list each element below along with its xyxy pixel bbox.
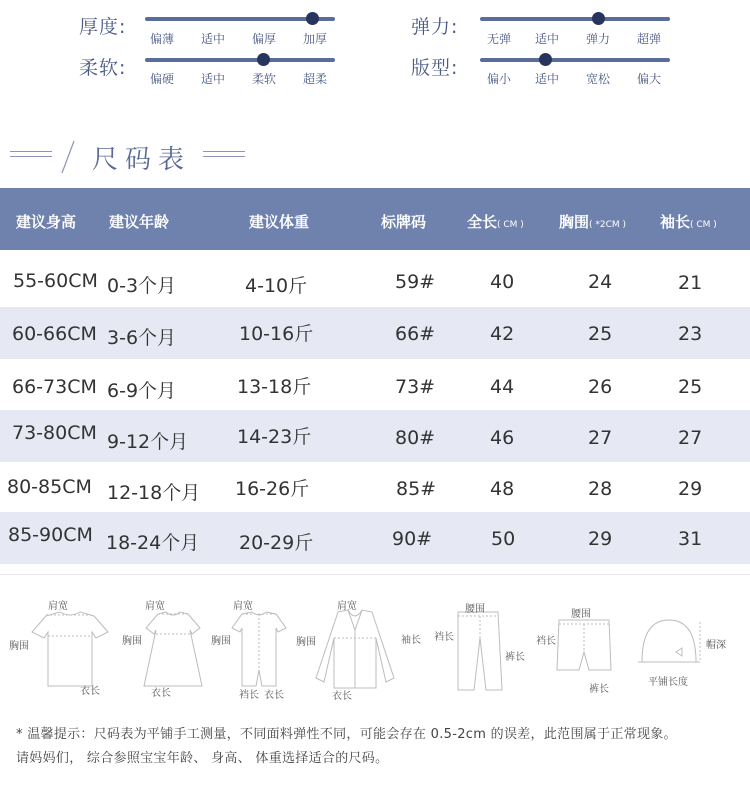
table-cell: 0-3个月 <box>107 275 177 297</box>
elasticity-track <box>480 17 670 21</box>
table-cell: 85-90CM <box>8 524 93 546</box>
thickness-option: 偏薄 <box>149 32 174 46</box>
dress-shoulder-label: 肩宽 <box>145 601 165 612</box>
table-cell: 10-16斤 <box>239 323 314 345</box>
table-cell: 18-24个月 <box>106 532 200 554</box>
jacket-shoulder-label: 肩宽 <box>337 601 357 612</box>
table-cell: 50 <box>491 528 516 550</box>
table-cell: 27 <box>678 427 703 449</box>
jacket-diagram-icon <box>310 608 400 690</box>
romper-length-label: 衣长 <box>264 690 284 701</box>
table-cell: 59# <box>395 271 436 293</box>
hat-diagram-icon <box>636 616 702 668</box>
table-cell: 31 <box>678 528 703 550</box>
table-cell: 40 <box>490 271 515 293</box>
table-cell: 66# <box>395 323 436 345</box>
hat-width-label: 平铺长度 <box>648 677 688 688</box>
romper-chest-label: 胸围 <box>211 636 231 647</box>
heading-left-rule <box>10 151 52 152</box>
softness-option: 偏硬 <box>149 72 174 86</box>
thickness-option: 适中 <box>200 32 225 46</box>
fit-option: 偏小 <box>486 72 511 86</box>
tshirt-chest-label: 胸围 <box>9 641 29 652</box>
table-cell: 6-9个月 <box>107 380 177 402</box>
heading-right-rule <box>203 151 245 152</box>
table-cell: 25 <box>588 323 613 345</box>
jacket-sleeve-label: 袖长 <box>401 635 421 646</box>
dress-chest-label: 胸围 <box>122 636 142 647</box>
fit-track <box>480 58 670 62</box>
table-cell: 21 <box>678 272 703 294</box>
column-header: 胸围( *2CM ) <box>559 213 627 231</box>
column-header: 建议身高 <box>16 213 77 231</box>
table-cell: 46 <box>490 427 515 449</box>
table-cell: 85# <box>396 478 437 500</box>
table-row <box>0 512 750 564</box>
elasticity-option: 无弹 <box>486 32 511 46</box>
fit-knob <box>539 53 552 66</box>
table-cell: 48 <box>490 478 515 500</box>
elasticity-knob <box>592 12 605 25</box>
measurement-diagrams <box>0 590 750 710</box>
notice-text-line2: 请妈妈们， 综合参照宝宝年龄、 身高、 体重选择适合的尺码。 <box>16 751 389 766</box>
table-cell: 28 <box>588 478 613 500</box>
table-cell: 66-73CM <box>12 376 97 398</box>
table-row <box>0 462 750 514</box>
table-cell: 24 <box>588 271 613 293</box>
table-header <box>0 188 750 250</box>
elasticity-option: 超弹 <box>636 32 661 46</box>
softness-knob <box>257 53 270 66</box>
page-title: 尺码表 <box>92 145 192 175</box>
table-cell: 3-6个月 <box>107 327 177 349</box>
table-cell: 29 <box>588 528 613 550</box>
jacket-chest-label: 胸围 <box>296 637 316 648</box>
table-cell: 16-26斤 <box>235 478 310 500</box>
table-cell: 60-66CM <box>12 323 97 345</box>
pants-rise-label: 裆长 <box>434 632 454 643</box>
elasticity-option: 适中 <box>534 32 559 46</box>
attr-label-softness: 柔软: <box>79 57 127 79</box>
elasticity-option: 弹力 <box>585 32 610 46</box>
attr-label-elasticity: 弹力: <box>411 16 459 38</box>
table-cell: 23 <box>678 323 703 345</box>
table-cell: 12-18个月 <box>107 482 201 504</box>
table-cell: 26 <box>588 376 613 398</box>
column-header: 袖长( CM ) <box>660 213 717 231</box>
section-divider <box>0 574 750 575</box>
dress-diagram-icon <box>140 610 206 690</box>
thickness-option: 偏厚 <box>251 32 276 46</box>
table-cell: 90# <box>392 528 433 550</box>
table-cell: 73# <box>395 376 436 398</box>
romper-diagram-icon <box>228 610 290 688</box>
thickness-knob <box>306 12 319 25</box>
table-row <box>0 359 750 411</box>
heading-left-rule <box>10 156 52 157</box>
table-cell: 80# <box>395 427 436 449</box>
tshirt-diagram-icon <box>28 610 112 688</box>
table-cell: 4-10斤 <box>245 275 308 297</box>
column-header: 全长( CM ) <box>467 213 524 231</box>
fit-option: 适中 <box>534 72 559 86</box>
column-header: 标牌码 <box>381 213 427 231</box>
romper-shoulder-label: 肩宽 <box>233 601 253 612</box>
table-row <box>0 256 750 308</box>
romper-rise-label: 裆长 <box>239 690 259 701</box>
table-cell: 9-12个月 <box>107 431 189 453</box>
attr-label-fit: 版型: <box>411 57 459 79</box>
table-cell: 73-80CM <box>12 422 97 444</box>
table-cell: 27 <box>588 427 613 449</box>
softness-option: 适中 <box>200 72 225 86</box>
shorts-rise-label: 裆长 <box>536 636 556 647</box>
shorts-diagram-icon <box>555 616 613 680</box>
table-cell: 44 <box>490 376 515 398</box>
column-header: 建议年龄 <box>109 213 170 231</box>
softness-track <box>145 58 335 62</box>
dress-length-label: 衣长 <box>151 688 171 699</box>
pants-diagram-icon <box>452 608 508 694</box>
tshirt-length-label: 衣长 <box>80 686 100 697</box>
column-header: 建议体重 <box>249 213 310 231</box>
thickness-option: 加厚 <box>302 32 327 46</box>
softness-option: 柔软 <box>251 72 276 86</box>
fit-option: 宽松 <box>585 72 610 86</box>
table-cell: 80-85CM <box>7 476 92 498</box>
shorts-waist-label: 腰围 <box>571 609 591 620</box>
heading-right-rule <box>203 156 245 157</box>
table-cell: 13-18斤 <box>237 376 312 398</box>
pants-length-label: 裤长 <box>505 652 525 663</box>
fit-option: 偏大 <box>636 72 661 86</box>
shorts-length-label: 裤长 <box>589 684 609 695</box>
notice-text: * 温馨提示：尺码表为平铺手工测量，不同面料弹性不同，可能会存在 0.5-2cm 的误差，此范围属于正常现象。 <box>16 727 677 742</box>
table-cell: 55-60CM <box>13 270 98 292</box>
size-chart-heading <box>0 135 300 175</box>
table-row <box>0 307 750 359</box>
attr-label-thickness: 厚度: <box>79 16 127 38</box>
table-cell: 29 <box>678 478 703 500</box>
attributes-panel <box>0 0 750 100</box>
table-cell: 14-23斤 <box>237 426 312 448</box>
table-cell: 42 <box>490 323 515 345</box>
jacket-length-label: 衣长 <box>332 691 352 702</box>
tshirt-shoulder-label: 肩宽 <box>48 601 68 612</box>
softness-option: 超柔 <box>302 72 327 86</box>
pants-waist-label: 腰围 <box>465 604 485 615</box>
hat-depth-label: 帽深 <box>706 640 726 651</box>
table-cell: 25 <box>678 376 703 398</box>
table-cell: 20-29斤 <box>239 532 314 554</box>
table-row <box>0 410 750 462</box>
heading-slash-icon <box>58 139 78 175</box>
